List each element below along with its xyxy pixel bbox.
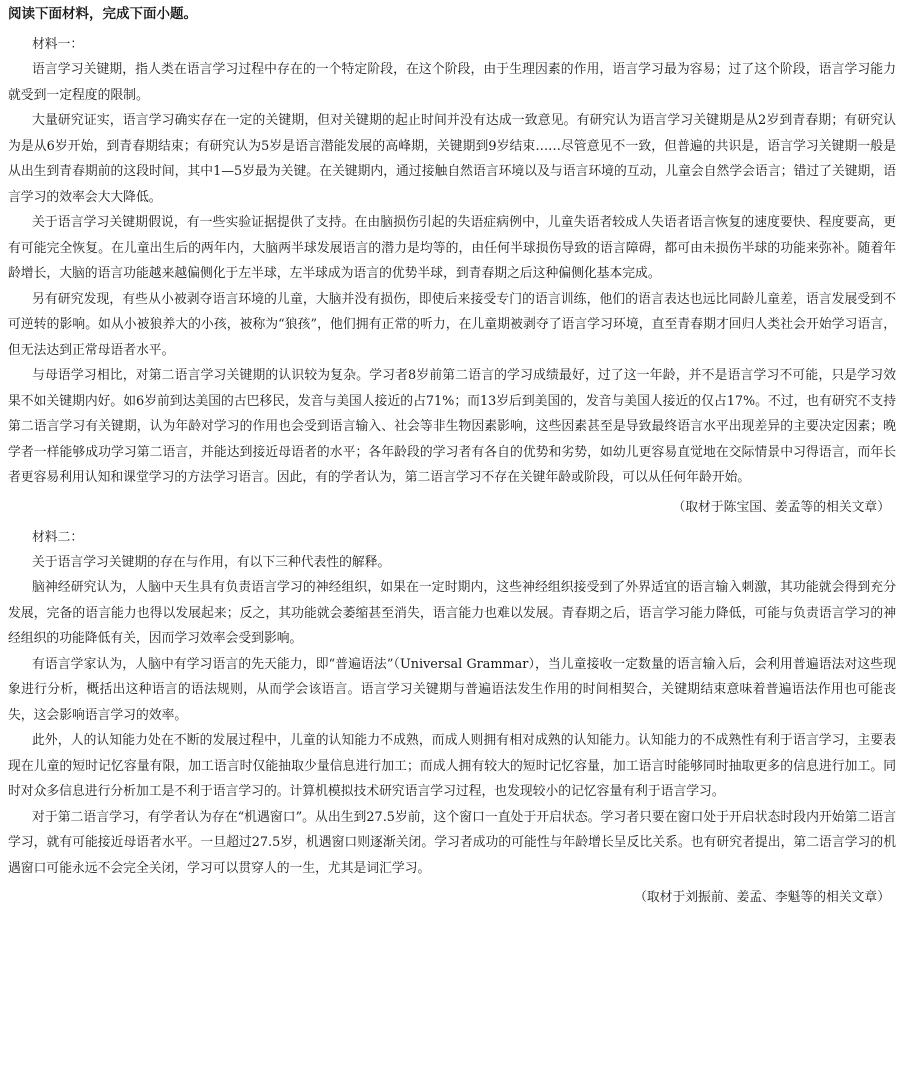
material-two-label: 材料二：	[32, 529, 84, 545]
question-heading: 阅读下面材料，完成下面小题。	[8, 6, 197, 22]
material-one-paragraph: 与母语学习相比，对第二语言学习关键期的认识较为复杂。学习者8岁前第二语言的学习成绩最好，过了这一年龄，并不是语言学习不可能，只是学习效果不如关键期内好。如6岁前到达美国的古巴移民，发音与美国人接近的占71%；而13岁后到美国的，发音与美国人接近的仅占17%。不过，也有研究不支持第二语言学习有关键期，认为年龄对学习的作用也会受到语言输入、社会等非生物因素影响，这些因素甚至是导致最终语言水平出现差异的主要决定因素；晚学者一样能够成功学习第二语言，并能达到接近母语者的水平；各年龄段的学习者有各自的优势和劣势，如幼儿更容易直觉地在交际情景中习得语言，而年长者更容易利用认知和课堂学习的方法学习语言。因此，有的学者认为，第二语言学习不存在关键年龄或阶段，可以从任何年龄开始。	[8, 368, 896, 485]
material-one-label: 材料一：	[32, 37, 84, 52]
material-one-paragraph: 语言学习关键期，指人类在语言学习过程中存在的一个特定阶段，在这个阶段，由于生理因素的作用，语言学习最为容易；过了这个阶段，语言学习能力就受到一定程度的限制。	[8, 62, 896, 103]
material-two-paragraph: 关于语言学习关键期的存在与作用，有以下三种代表性的解释。	[32, 554, 391, 570]
material-two	[8, 525, 896, 912]
material-two-paragraph: 对于第二语言学习，有学者认为存在“机遇窗口”。从出生到27.5岁前，这个窗口一直处于开启状态。学习者只要在窗口处于开启状态时段内开始第二语言学习，就有可能接近母语者水平。一旦超过27.5岁，机遇窗口则逐渐关闭。学习者成功的可能性与年龄增长呈反比关系。也有研究者提出，第二语言学习的机遇窗口可能永远不会完全关闭，学习可以贯穿人的一生，尤其是词汇学习。	[8, 809, 896, 876]
material-one-paragraph: 关于语言学习关键期假说，有一些实验证据提供了支持。在由脑损伤引起的失语症病例中，儿童失语者较成人失语者语言恢复的速度要快、程度要高，更有可能完全恢复。在儿童出生后的两年内，大脑两半球发展语言的潜力是均等的，由任何半球损伤导致的语言障碍，都可由未损伤半球的功能来弥补。随着年龄增长，大脑的语言功能越来越偏侧化于左半球，左半球成为语言的优势半球，到青春期之后这种偏侧化基本完成。	[8, 215, 896, 281]
material-one-paragraph: 大量研究证实，语言学习确实存在一定的关键期，但对关键期的起止时间并没有达成一致意见。有研究认为语言学习关键期是从2岁到青春期；有研究认为是从6岁开始，到青春期结束；有研究认为5岁是语言潜能发展的高峰期，关键期到9岁结束……尽管意见不一致，但普遍的共识是，语言学习关键期一般是从出生到青春期前的这段时间，其中1—5岁最为关键。在关键期内，通过接触自然语言环境以及与语言环境的互动，儿童会自然学会语言；错过了关键期，语言学习的效率会大大降低。	[8, 113, 896, 205]
material-two-paragraph: 脑神经研究认为，人脑中天生具有负责语言学习的神经组织，如果在一定时期内，这些神经组织接受到了外界适宜的语言输入刺激，其功能就会得到充分发展，完备的语言能力也得以发展起来；反之，其功能就会萎缩甚至消失，语言能力也难以发展。青春期之后，语言学习能力降低，可能与负责语言学习的神经组织的功能降低有关，因而学习效率会受到影响。	[8, 580, 896, 646]
material-two-source: （取材于刘振前、姜孟、李魁等的相关文章）	[634, 890, 890, 905]
material-one-paragraph: 另有研究发现，有些从小被剥夺语言环境的儿童，大脑并没有损伤，即使后来接受专门的语言训练，他们的语言表达也远比同龄儿童差，语言发展受到不可逆转的影响。如从小被狼养大的小孩，被称为“狼孩”，他们拥有正常的听力，在儿童期被剥夺了语言学习环境，直至青春期才回归人类社会开始学习语言，但无法达到正常母语者水平。	[8, 291, 896, 358]
material-one	[8, 32, 896, 521]
material-two-paragraph: 有语言学家认为，人脑中有学习语言的先天能力，即“普遍语法”（Universal Grammar），当儿童接收一定数量的语言输入后，会利用普遍语法对这些现象进行分析，概括出这种语言的语法规则，从而学会该语言。语言学习关键期与普遍语法发生作用的时间相契合，关键期结束意味着普遍语法作用也可能丧失，这会影响语言学习的效率。	[8, 656, 896, 723]
material-two-paragraph: 此外，人的认知能力处在不断的发展过程中，儿童的认知能力不成熟，而成人则拥有相对成熟的认知能力。认知能力的不成熟性有利于语言学习，主要表现在儿童的短时记忆容量有限，加工语言时仅能抽取少量信息进行加工；而成人拥有较大的短时记忆容量，加工语言时能够同时抽取更多的信息进行加工。同时对众多信息进行分析加工是不利于语言学习的。计算机模拟技术研究语言学习过程，也发现较小的记忆容量有利于语言学习。	[8, 733, 896, 799]
material-one-source: （取材于陈宝国、姜孟等的相关文章）	[672, 499, 890, 515]
